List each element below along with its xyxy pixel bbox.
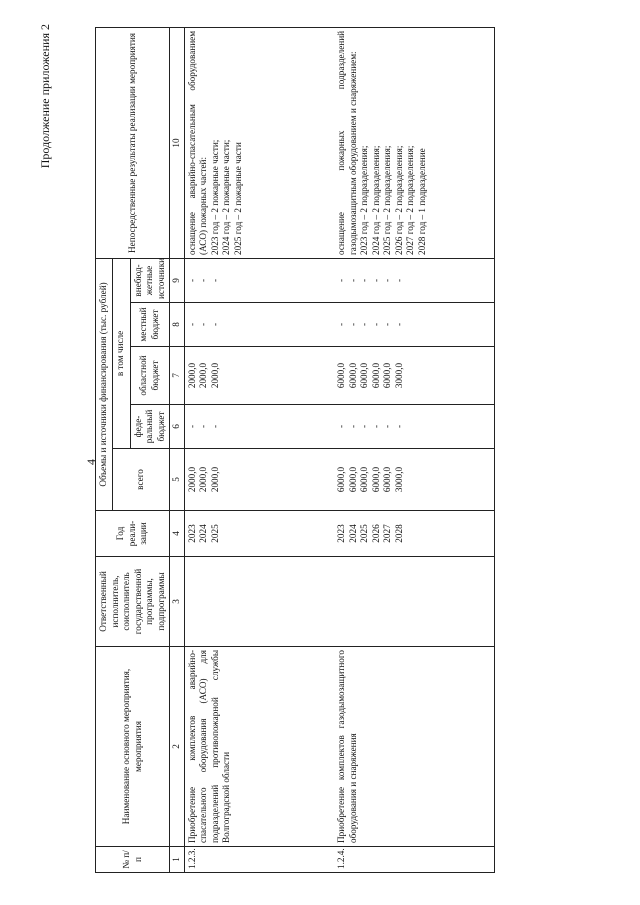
row-executor	[184, 557, 334, 647]
row-name: Приобретение комплектов газодымозащитного оборудования и снаряжения	[334, 647, 494, 847]
row-years: 2023 2024 2025	[184, 511, 334, 557]
header-results: Непосредственные результаты реализации мероприятия	[96, 27, 170, 258]
header-funding: Объемы и источники финансирования (тыс. рублей)	[96, 258, 113, 510]
col-number: 5	[170, 449, 185, 511]
header-executor: Ответственный исполнитель, соисполнитель государственной программы, подпрограммы	[96, 557, 170, 647]
row-local: - - -	[184, 303, 334, 347]
col-number: 3	[170, 557, 185, 647]
row-regional: 2000,0 2000,0 2000,0	[184, 347, 334, 405]
header-year: Год реали-зации	[96, 511, 170, 557]
col-number: 6	[170, 405, 185, 449]
col-number: 2	[170, 647, 185, 847]
row-extra: - - -	[184, 258, 334, 302]
row-local: - - - - - -	[334, 303, 494, 347]
row-extra: - - - - - -	[334, 258, 494, 302]
row-federal: - - -	[184, 405, 334, 449]
row-regional: 6000,0 6000,0 6000,0 6000,0 6000,0 3000,0	[334, 347, 494, 405]
row-federal: - - - - - -	[334, 405, 494, 449]
col-number: 8	[170, 303, 185, 347]
header-total: всего	[112, 449, 170, 511]
continuation-title: Продолжение приложения 2	[38, 24, 52, 169]
row-years: 2023 2024 2025 2026 2027 2028	[334, 511, 494, 557]
row-num: 1.2.4.	[334, 847, 494, 873]
row-results: оснащение аварийно-спасательным оборудованием (АСО) пожарных частей: 2023 год – 2 пожарные части; 2024 год – 2 пожарные части; 2025 год – 2 пожарные части	[184, 27, 334, 258]
col-number: 4	[170, 511, 185, 557]
header-regional: областной бюджет	[130, 347, 170, 405]
table-row	[334, 27, 494, 872]
header-name: Наименование основного мероприятия, мероприятия	[96, 647, 170, 847]
col-number: 1	[170, 847, 185, 873]
row-num: 1.2.3.	[184, 847, 334, 873]
row-total: 6000,0 6000,0 6000,0 6000,0 6000,0 3000,0	[334, 449, 494, 511]
header-incl: в том числе	[112, 258, 130, 448]
row-name: Приобретение комплектов аварийно-спасательного оборудования (АСО) для подразделений противопожарной службы Волгоградской области	[184, 647, 334, 847]
row-total: 2000,0 2000,0 2000,0	[184, 449, 334, 511]
header-num: № п/п	[96, 847, 170, 873]
col-number: 7	[170, 347, 185, 405]
table-row	[184, 27, 334, 872]
funding-table	[95, 27, 495, 873]
header-extra: внебюд-жетные источники	[130, 258, 170, 302]
row-results: оснащение пожарных подразделений газодымозащитным оборудованием и снаряжением: 2023 год – 2 подразделения; 2024 год – 2 подразделения; 2025 год – 2 подразделения; 2026 год – 2 подразделения; 2027 год – 2 подразделения; 2028 год – 1 подразделение	[334, 27, 494, 258]
page-number: 4	[84, 459, 98, 465]
header-local: местный бюджет	[130, 303, 170, 347]
col-number: 9	[170, 258, 185, 302]
header-federal: феде-ральный бюджет	[130, 405, 170, 449]
column-numbers-row	[170, 27, 185, 872]
row-executor	[334, 557, 494, 647]
col-number: 10	[170, 27, 185, 258]
